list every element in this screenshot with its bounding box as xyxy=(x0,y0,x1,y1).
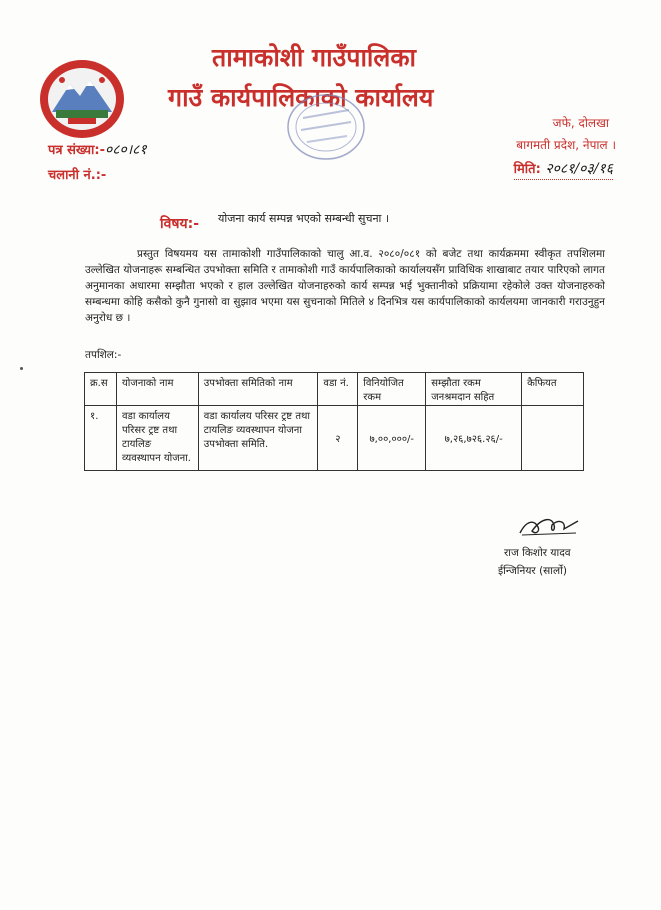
tapasil-label: तपशिल:- xyxy=(85,349,122,361)
table-row xyxy=(85,406,584,471)
header-remarks: कैफियत xyxy=(522,373,584,406)
header-sn: क्र.स xyxy=(85,373,117,406)
header-committee-name: उपभोक्ता समितिको नाम xyxy=(198,373,318,406)
cell-ward: २ xyxy=(318,406,358,471)
date-label: मिति: xyxy=(513,162,541,177)
subject-label: विषय:- xyxy=(160,216,200,232)
patra-label: पत्र संख्या:- xyxy=(48,143,105,158)
cell-sn: १. xyxy=(85,406,117,471)
office-title-line1: तामाकोशी गाउँपालिका xyxy=(212,43,417,72)
header-plan-name: योजनाको नाम xyxy=(116,373,198,406)
signature-mark xyxy=(516,513,582,539)
patra-sankhya xyxy=(48,140,147,159)
header-allocated: विनियोजित रकम xyxy=(358,373,426,406)
subject-text: योजना कार्य सम्पन्न भएको सम्बन्धी सुचना । xyxy=(218,212,390,225)
cell-remarks xyxy=(522,406,584,471)
header-agreement: सम्झौता रकम जनश्रमदान सहित xyxy=(426,373,522,406)
office-seal-stamp xyxy=(285,92,367,162)
table-header-row xyxy=(85,373,584,406)
header-ward: वडा नं. xyxy=(318,373,358,406)
cell-allocated: ७,००,०००/- xyxy=(358,406,426,471)
cell-plan-name: वडा कार्यालय परिसर ट्रष्ट तथा टायलिङ व्यवस्थापन योजना. xyxy=(116,406,198,471)
cell-committee-name: वडा कार्यालय परिसर ट्रष्ट तथा टायलिङ व्यवस्थापन योजना उपभोक्ता समिति. xyxy=(198,406,318,471)
signatory-designation: ईन्जिनियर (सार्लो) xyxy=(498,565,567,577)
signatory-name: राज किशोर यादव xyxy=(504,547,571,559)
scan-speck xyxy=(20,367,23,370)
cell-agreement: ७,२६,७२६.२६/- xyxy=(426,406,522,471)
address-line1: जफे, दोलखा xyxy=(552,116,609,130)
office-title-line2: गाउँ कार्यपालिकाको कार्यालय xyxy=(168,83,434,112)
date-field xyxy=(514,159,613,180)
address-line2: बागमती प्रदेश, नेपाल । xyxy=(516,138,616,152)
plans-table xyxy=(84,372,584,471)
patra-value: ०८०।८१ xyxy=(104,142,147,158)
date-value: २०८१/०३/१६ xyxy=(545,161,613,177)
chalani-label: चलानी नं.:- xyxy=(48,168,107,183)
notice-paragraph: प्रस्तुत विषयमय यस तामाकोशी गाउँपालिकाको चालु आ.व. २०८०/०८१ को बजेट तथा कार्यक्रममा स्वीकृत तपशिलमा उल्लेखित योजनाहरू सम्बन्धित उपभोक्ता समिति र तामाकोशी गाउँ कार्यपालिकाको कार्यालयसँग प्राविधिक शाखाबाट तयार पारिएको लागत अनुमानका अधारमा सम्झौता भएको र हाल उल्लेखित योजनाहरुको कार्य सम्पन्न भई भुक्तानीको प्रक्रियामा रहेकोले उक्त योजनाहरुको सम्बन्धमा कोहि कसैको कुनै गुनासो वा सुझाव भएमा यस सुचनाको मितिले ४ दिनभित्र यस कार्यपालिकाको कार्यलयमा जानकारी गराउनुहुन अनुरोध छ । xyxy=(85,248,605,324)
municipality-emblem-logo xyxy=(38,58,126,140)
